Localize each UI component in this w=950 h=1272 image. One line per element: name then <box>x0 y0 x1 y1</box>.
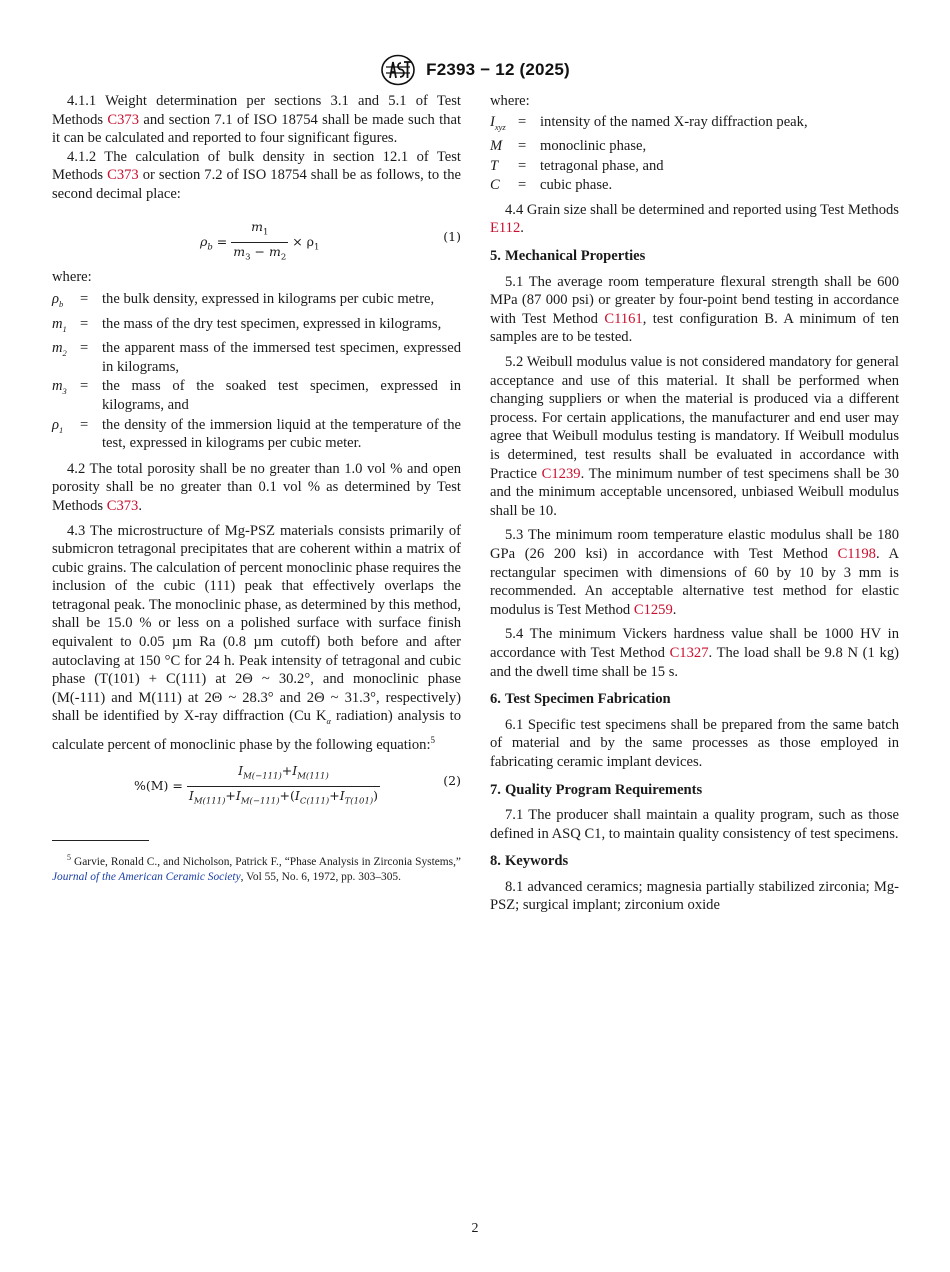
paragraph-4-4: 4.4 Grain size shall be determined and reported using Test Methods E112. <box>490 201 899 237</box>
footnote-marker[interactable]: 5 <box>430 734 435 745</box>
link-c373[interactable]: C373 <box>106 497 139 514</box>
variable-definitions <box>490 113 899 195</box>
section-heading-5: 5. Mechanical Properties <box>490 248 646 265</box>
link-c1327[interactable]: C1327 <box>669 644 709 661</box>
link-c1239[interactable]: C1239 <box>541 465 581 482</box>
definition-row: $m_2$ = the apparent mass of the immersed test specimen, expressed in kilograms, <box>52 340 461 375</box>
equation-1: $\rho_b$ = $\frac{m_1}{m_3 - m_2}$ × $\rho_1$ (1) <box>52 218 461 258</box>
link-c373[interactable]: C373 <box>107 111 140 128</box>
definition-row: $\rho_b$ = the bulk density, expressed in kilograms per cubic metre, <box>52 291 435 310</box>
equation-number: (1) <box>443 228 461 244</box>
paragraph-4-1-1: 4.1.1 Weight determination per sections 3.1 and 5.1 of Test Methods C373 and section 7.1 of ISO 18754 shall be made such that it can be calculated and reported to four significant figures. <box>52 93 461 147</box>
definition-row: M = monoclinic phase, <box>490 138 647 155</box>
link-c1198[interactable]: C1198 <box>837 545 876 562</box>
link-c1161[interactable]: C1161 <box>604 310 643 327</box>
definition-row: C = cubic phase. <box>490 177 613 194</box>
paragraph-7-1: 7.1 The producer shall maintain a quality program, such as those defined in ASQ C1, to maintain quality consistency of test specimens. <box>490 807 899 842</box>
link-c1259[interactable]: C1259 <box>633 601 673 618</box>
variable-definitions <box>52 290 461 453</box>
paragraph-4-3: 4.3 The microstructure of Mg-PSZ materials consists primarily of submicron tetragonal precipitates that are coherent within a matrix of cubic grains. The calculation of percent monoclinic phase requires the inclusion of the cubic (111) peak that effectively overlaps the tetragonal peak. The monoclinic phase, as determined by this method, shall be 15.0 % or less on a polished surface with surface finish equivalent to 0.05 µm Ra (0.8 µm cutoff) both before and after autoclaving at 150 °C for 24 h. Peak intensity of tetragonal and cubic phase (T(101) + C(111) at 2Θ ~ 30.2°, and monoclinic phase (M(-111) and M(111) at 2Θ ~ 28.3° and 2Θ ~ 31.3°, respectively) shall be identified by X-ray diffraction (Cu $K_\alpha$ radiation) analysis to calculate percent of monoclinic phase by the following equation:$^5$ <box>52 522 462 753</box>
section-heading-6: 6. Test Specimen Fabrication <box>490 691 671 708</box>
page-number: 2 <box>471 1221 479 1236</box>
link-c373[interactable]: C373 <box>107 167 139 184</box>
page-header <box>0 54 950 86</box>
journal-link[interactable]: Journal of the American Ceramic Society <box>52 870 241 883</box>
paragraph-6-1: 6.1 Specific test specimens shall be prepared from the same batch of material and by the same processes as those employed in fabricating ceramic implant devices. <box>490 716 899 770</box>
paragraph-5-1: 5.1 The average room temperature flexural strength shall be 600 MPa (87 000 psi) or greater by four-point bend testing in accordance with Test Method C1161, test configuration B. A minimum of ten samples are to be tested. <box>490 273 899 346</box>
definition-row: T = tetragonal phase, and <box>490 157 664 174</box>
paragraph-5-2: 5.2 Weibull modulus value is not considered mandatory for general acceptance and use of this material. It shall be performed when changing suppliers or when the material is produced via a different process. For certain applications, the manufacturer and end user may agree that Weibull modulus testing is mandatory. If Weibull modulus is determined, test results shall be evaluated in accordance with Practice C1239. The minimum number of test specimens shall be 30 and the minimum acceptable uncensored, unbiased Weibull modulus shall be 10. <box>490 354 899 519</box>
document-designation: F2393 − 12 (2025) <box>426 60 570 79</box>
definition-row: $m_1$ = the mass of the dry test specimen, expressed in kilograms, <box>52 315 442 334</box>
astm-logo-icon <box>380 54 416 86</box>
equation-2: %(M) = $\frac{I_{M(-111)}+I_{M(111)}}{I_{M(111)}+I_{M(-111)}+(I_{C(111)}+I_{T(101)})}$ (2) <box>52 762 461 802</box>
left-column <box>52 92 461 884</box>
paragraph-5-4: 5.4 The minimum Vickers hardness value shall be 1000 HV in accordance with Test Method C1327. The load shall be 9.8 N (1 kg) and the dwell time shall be 15 s. <box>490 626 899 680</box>
section-heading-7: 7. Quality Program Requirements <box>490 781 703 798</box>
paragraph-4-2: 4.2 The total porosity shall be no greater than 1.0 vol % and open porosity shall be no greater than 0.1 vol % as determined by Test Methods C373. <box>52 460 461 514</box>
section-heading-8: 8. Keywords <box>490 853 569 870</box>
footnote-divider <box>52 840 149 841</box>
equation-number: (2) <box>443 773 461 789</box>
equation-1-fraction: $\frac{m_1}{m_3 - m_2}$ <box>233 218 287 263</box>
paragraph-4-1-2: 4.1.2 The calculation of bulk density in section 12.1 of Test Methods C373 or section 7.2 of ISO 18754 shall be as follows, to the second decimal place: <box>52 148 461 202</box>
right-column <box>490 92 899 921</box>
paragraph-8-1: 8.1 advanced ceramics; magnesia partially stabilized zirconia; Mg-PSZ; surgical implant; zirconium oxide <box>490 878 899 914</box>
definition-row: $\rho_1$ = the density of the immersion liquid at the temperature of the test, expressed in kilograms per cubic meter. <box>52 416 461 452</box>
paragraph-5-3: 5.3 The minimum room temperature elastic modulus shall be 180 GPa (26 200 ksi) in accordance with Test Method C1198. A rectangular specimen with dimensions of 60 by 10 by 3 mm is recommended. An acceptable alternative test method for elastic modulus is Test Method C1259. <box>490 527 900 618</box>
footnote-5: $^5$ Garvie, Ronald C., and Nicholson, Patrick F., “Phase Analysis in Zirconia Systems,” Journal of the American Ceramic Society, Vol 55, No. 6, 1972, pp. 303–305. <box>52 853 461 883</box>
equation-2-fraction: $\frac{I_{M(-111)}+I_{M(111)}}{I_{M(111)}+I_{M(-111)}+(I_{C(111)}+I_{T(101)})}$ <box>188 763 379 807</box>
where-label: where: <box>490 93 530 109</box>
definition-row: $m_3$ = the mass of the soaked test specimen, expressed in kilograms, and <box>52 378 461 413</box>
link-e112[interactable]: E112 <box>490 220 521 237</box>
definition-row: $I_{xyz}$ = intensity of the named X-ray diffraction peak, <box>490 113 808 132</box>
where-label: where: <box>52 268 92 285</box>
